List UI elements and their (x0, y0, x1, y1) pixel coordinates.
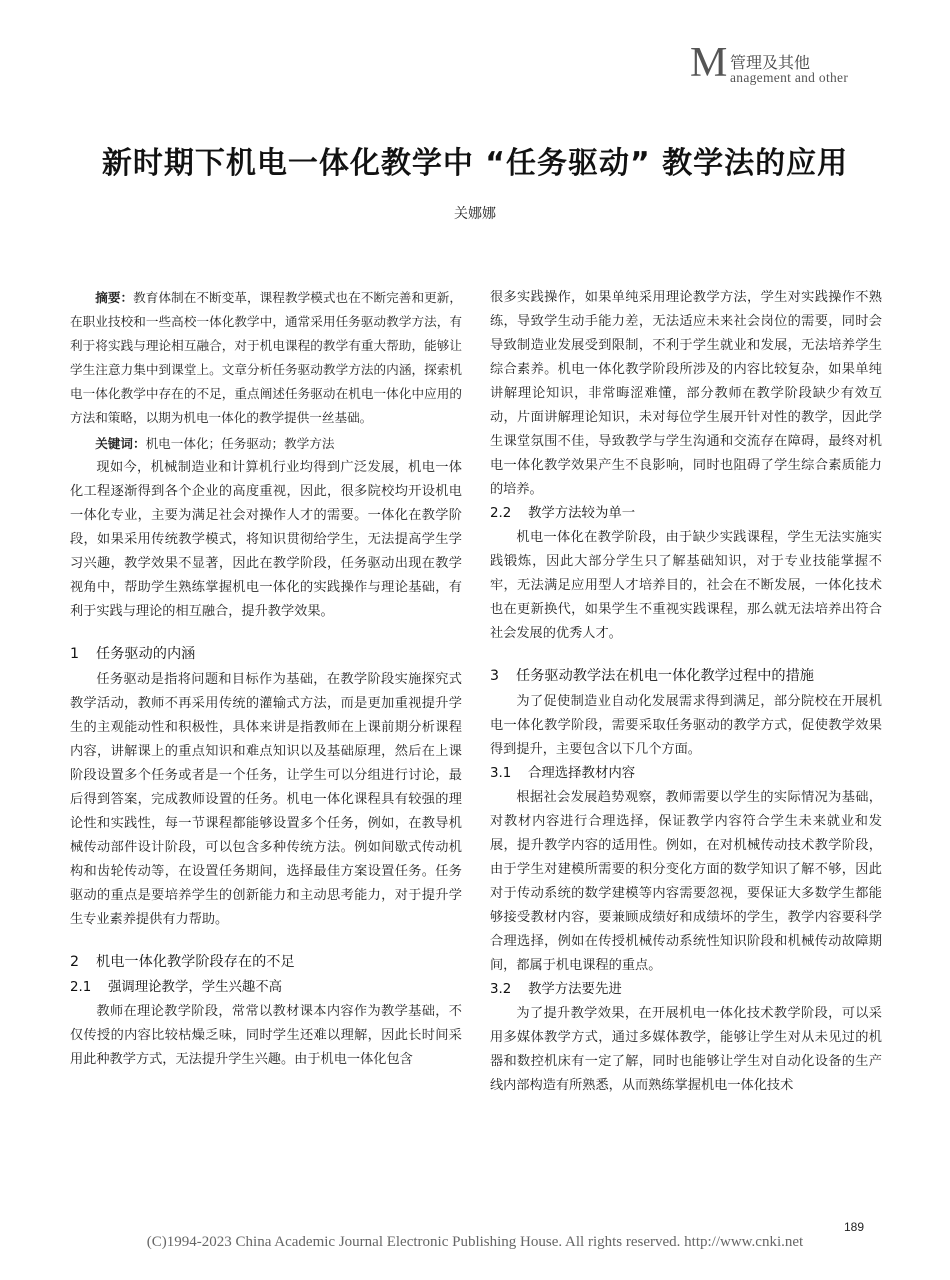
article-author: 关娜娜 (454, 206, 496, 222)
section-heading-2: 2 机电一体化教学阶段存在的不足 (70, 954, 295, 970)
section-3-intro-paragraph: 为了促使制造业自动化发展需求得到满足，部分院校在开展机电一体化教学阶段，需要采取任务驱动的教学方式，促使教学效果得到提升，主要包含以下几个方面。 (490, 694, 882, 757)
page-number: 189 (844, 1220, 865, 1234)
subsection-heading-3-1: 3.1 合理选择教材内容 (490, 766, 636, 781)
keywords-text: 机电一体化；任务驱动；教学方法 (145, 436, 335, 451)
abstract-label: 摘要： (95, 290, 134, 305)
abstract (70, 286, 462, 430)
copyright-footer: (C)1994-2023 China Academic Journal Electronic Publishing House. All rights reserved. http://www.cnki.net (146, 1234, 804, 1250)
section-1-paragraph: 任务驱动是指将问题和目标作为基础，在教学阶段实施探究式教学活动，教师不再采用传统的灌输式方法，而是更加重视提升学生的主观能动性和积极性，具体来讲是指教师在上课前期分析课程内容，讲解课上的重点知识和难点知识以及基础原理，然后在上课阶段设置多个任务或者是一个任务，让学生可以分组进行讨论，最后得到答案，完成教师设置的任务。机电一体化课程具有较强的理论性和实践性，每一节课程都能够设置多个任务，例如，在教导机械传动部件设计阶段，可以包含多种传统方法。例如间歇式传动机构和齿轮传动等，在设置任务期间，选择最佳方案设置任务。任务驱动的重点是要培养学生的创新能力和主动思考能力，对于提升学生专业素养提供有力帮助。 (70, 672, 462, 927)
section-2-2-paragraph: 机电一体化在教学阶段，由于缺少实践课程，学生无法实施实践锻炼，因此大部分学生只了解基础知识，对于专业技能掌握不牢，无法满足应用型人才培养目的，社会在不断发展，一体化技术也在更新换代，如果学生不重视实践课程，那么就无法培养出符合社会发展的优秀人才。 (490, 530, 882, 641)
subsection-heading-2-1: 2.1 强调理论教学，学生兴趣不高 (70, 980, 283, 995)
section-3-1-paragraph: 根据社会发展趋势观察，教师需要以学生的实际情况为基础，对教材内容进行合理选择，保证教学内容符合学生未来就业和发展，提升教学内容的适用性。例如，在对机械传动技术教学阶段，由于学生对建模所需要的积分变化方面的数学知识了解不够，因此对于传动系统的数学建模等内容需要忽视，要保证大多数学生都能够接受教材内容，要兼顾成绩好和成绩坏的学生，教学内容要科学合理选择，例如在传授机械传动系统性知识阶段和机械传动故障期间，都属于机电课程的重点。 (490, 790, 882, 973)
section-name-en: anagement and other (730, 70, 849, 85)
section-heading-3: 3 任务驱动教学法在机电一体化教学过程中的措施 (490, 668, 814, 684)
intro-paragraph: 现如今，机械制造业和计算机行业均得到广泛发展，机电一体化工程逐渐得到各个企业的高度重视，因此，很多院校均开设机电一体化专业，主要为满足社会对操作人才的需要。一体化在教学阶段，如果采用传统教学模式，将知识贯彻给学生，无法提高学生学习兴趣，教学效果不显著，因此在教学阶段，任务驱动出现在教学视角中，帮助学生熟练掌握机电一体化的实践操作与理论基础，有利于实践与理论的相互融合，提升教学效果。 (70, 460, 462, 619)
subsection-heading-2-2: 2.2 教学方法较为单一 (490, 506, 636, 521)
right-column (490, 286, 882, 1098)
section-name-zh: 管理及其他 (730, 53, 811, 72)
section-2-1-paragraph-start: 教师在理论教学阶段，常常以教材课本内容作为教学基础，不仅传授的内容比较枯燥乏味，同时学生还难以理解，因此长时间采用此种教学方式，无法提升学生兴趣。由于机电一体化包含 (70, 1004, 462, 1067)
section-heading-1: 1 任务驱动的内涵 (70, 646, 196, 662)
journal-section-header (690, 40, 890, 88)
abstract-text: 教育体制在不断变革，课程教学模式也在不断完善和更新，在职业技校和一些高校一体化教学中，通常采用任务驱动教学方法，有利于将实践与理论相互融合，对于机电课程的教学有重大帮助，能够让学生注意力集中到课堂上。文章分析任务驱动教学方法的内涵，探索机电一体化教学中存在的不足，重点阐述任务驱动在机电一体化中应用的方法和策略，以期为机电一体化的教学提供一丝基础。 (70, 290, 463, 425)
section-logo-letter: M (690, 40, 728, 86)
article-title: 新时期下机电一体化教学中 “任务驱动” 教学法的应用 (101, 146, 849, 181)
section-2-1-paragraph-continued: 很多实践操作，如果单纯采用理论教学方法，学生对实践操作不熟练，导致学生动手能力差，无法适应未来社会岗位的需要，同时会导致制造业发展受到限制，不利于学生就业和发展，无法培养学生综合素养。机电一体化教学阶段所涉及的内容比较复杂，如果单纯讲解理论知识，非常晦涩难懂，部分教师在教学阶段缺少有效互动，片面讲解理论知识，未对每位学生展开针对性的教学，因此学生课堂氛围不佳，导致教学与学生沟通和交流存在障碍，最终对机电一体化教学效果产生不良影响，同时也阻碍了学生综合素质能力的培养。 (490, 290, 882, 497)
subsection-heading-3-2: 3.2 教学方法要先进 (490, 982, 622, 997)
keywords (70, 432, 462, 456)
section-3-2-paragraph: 为了提升教学效果，在开展机电一体化技术教学阶段，可以采用多媒体教学方式，通过多媒体教学，能够让学生对从未见过的机器和数控机床有一定了解，同时也能够让学生对自动化设备的生产线内部构造有所熟悉，从而熟练掌握机电一体化技术 (490, 1006, 882, 1093)
keywords-label: 关键词： (95, 436, 146, 451)
left-column (70, 286, 462, 1072)
